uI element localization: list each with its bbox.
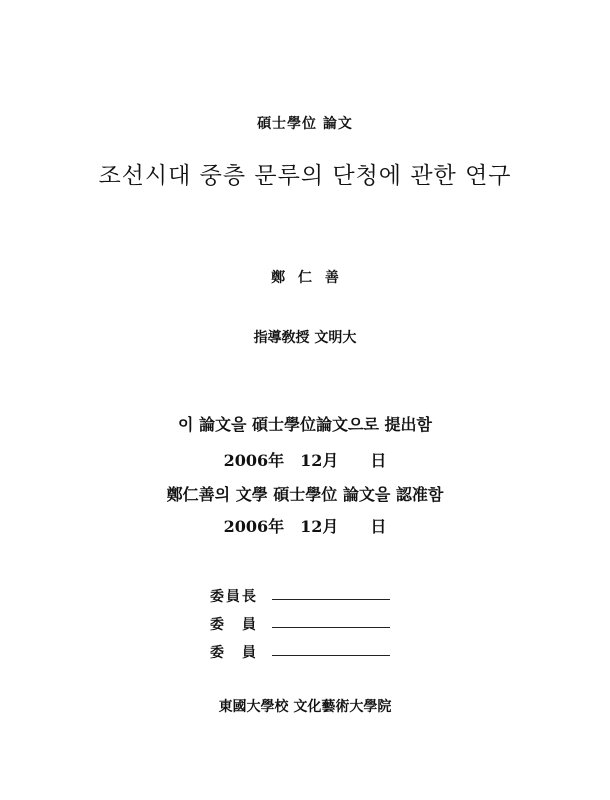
author-name: 鄭 仁 善 bbox=[271, 270, 339, 286]
advisor-name: 指導敎授 文明大 bbox=[253, 330, 357, 346]
degree-label: 碩士學位 論文 bbox=[257, 116, 353, 132]
signature-line bbox=[272, 599, 390, 600]
submission-statement: 이 論文을 碩士學位論文으로 提出함 bbox=[178, 415, 432, 434]
committee-label: 委 員 bbox=[210, 617, 258, 633]
university-name: 東國大學校 文化藝術大學院 bbox=[218, 699, 392, 715]
committee-row-member bbox=[210, 634, 390, 662]
thesis-title: 조선시대 중층 문루의 단청에 관한 연구 bbox=[98, 163, 512, 189]
signature-line bbox=[272, 627, 390, 628]
committee-label: 委員長 bbox=[210, 589, 258, 605]
committee-label: 委 員 bbox=[210, 645, 258, 661]
committee-row-member bbox=[210, 606, 390, 634]
approval-statement: 鄭仁善의 文學 碩士學位 論文을 認准함 bbox=[166, 485, 444, 504]
submission-date: 2006年 12月 日 bbox=[223, 451, 387, 470]
committee-signatures bbox=[210, 578, 390, 662]
committee-row-chair bbox=[210, 578, 390, 606]
signature-line bbox=[272, 655, 390, 656]
approval-date: 2006年 12月 日 bbox=[223, 517, 387, 536]
